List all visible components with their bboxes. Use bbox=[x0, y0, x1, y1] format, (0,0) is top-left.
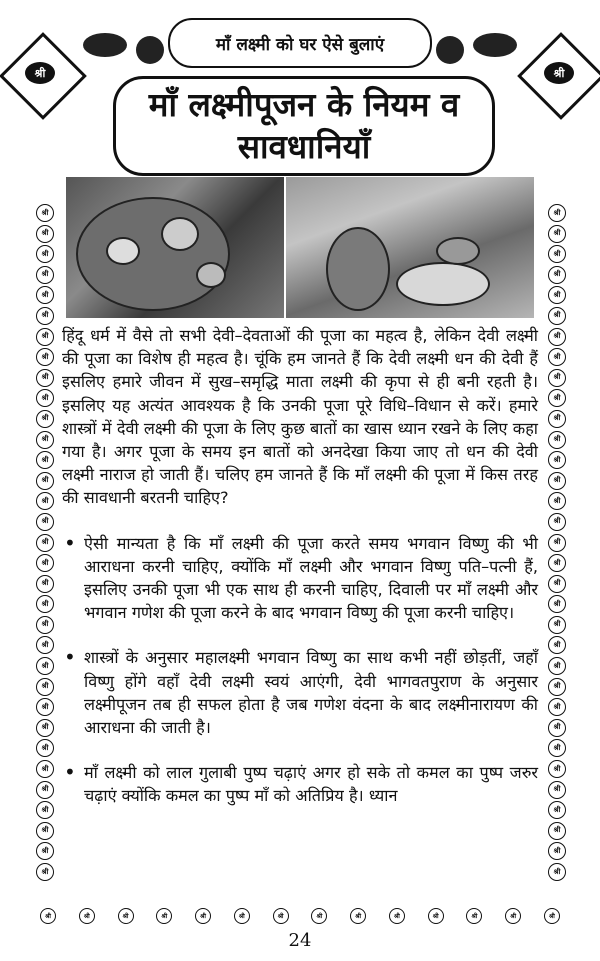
shri-medallion: श्री bbox=[36, 348, 54, 366]
shri-medallion: श्री bbox=[548, 781, 566, 799]
shri-medallion: श्री bbox=[505, 908, 521, 924]
bottom-border-ornament bbox=[40, 906, 560, 926]
shri-medallion: श्री bbox=[350, 908, 366, 924]
shri-medallion: श्री bbox=[36, 534, 54, 552]
page-title bbox=[113, 76, 495, 176]
shri-medallion: श्री bbox=[36, 431, 54, 449]
shri-medallion: श्री bbox=[36, 225, 54, 243]
shri-medallion: श्री bbox=[36, 554, 54, 572]
shri-medallion: श्री bbox=[79, 908, 95, 924]
shri-medallion: श्री bbox=[36, 739, 54, 757]
shri-medallion: श्री bbox=[548, 657, 566, 675]
bullet-text: माँ लक्ष्मी को लाल गुलाबी पुष्प चढ़ाएं अगर हो सके तो कमल का पुष्प जरुर चढ़ाएं क्योंकि कमल का पुष्प माँ को अतिप्रिय है। ध्यान bbox=[84, 763, 538, 806]
bullet-icon: • bbox=[64, 760, 76, 785]
shri-medallion: श्री bbox=[548, 369, 566, 387]
shri-medallion: श्री bbox=[156, 908, 172, 924]
shri-medallion: श्री bbox=[428, 908, 444, 924]
page-number: 24 bbox=[288, 930, 312, 951]
shri-medallion: श्री bbox=[36, 698, 54, 716]
shri-medallion: श्री bbox=[548, 575, 566, 593]
corner-badge-right: श्री bbox=[544, 62, 574, 84]
shri-medallion: श्री bbox=[548, 451, 566, 469]
shri-medallion: श्री bbox=[548, 245, 566, 263]
shri-medallion: श्री bbox=[548, 760, 566, 778]
list-item bbox=[62, 761, 538, 807]
shri-medallion: श्री bbox=[548, 225, 566, 243]
shri-medallion: श्री bbox=[548, 719, 566, 737]
shri-medallion: श्री bbox=[36, 781, 54, 799]
shri-medallion: श्री bbox=[548, 492, 566, 510]
shri-medallion: श्री bbox=[548, 266, 566, 284]
shri-medallion: श्री bbox=[548, 678, 566, 696]
shri-medallion: श्री bbox=[548, 286, 566, 304]
shri-medallion: श्री bbox=[466, 908, 482, 924]
bullet-icon: • bbox=[64, 530, 76, 555]
shri-medallion: श्री bbox=[36, 863, 54, 881]
shri-medallion: श्री bbox=[36, 616, 54, 634]
shri-medallion: श्री bbox=[36, 719, 54, 737]
corner-badge-left: श्री bbox=[25, 62, 55, 84]
shri-medallion: श्री bbox=[548, 472, 566, 490]
kalash-puja-photo bbox=[286, 177, 534, 318]
shri-medallion: श्री bbox=[548, 389, 566, 407]
header-banner-text: माँ लक्ष्मी को घर ऐसे बुलाएं bbox=[215, 34, 385, 55]
shri-medallion: श्री bbox=[273, 908, 289, 924]
left-border-ornament bbox=[34, 204, 56, 884]
shri-medallion: श्री bbox=[548, 739, 566, 757]
shri-medallion: श्री bbox=[36, 801, 54, 819]
shri-medallion: श्री bbox=[544, 908, 560, 924]
shri-medallion: श्री bbox=[36, 678, 54, 696]
list-item bbox=[62, 532, 538, 625]
shri-medallion: श्री bbox=[548, 698, 566, 716]
shri-medallion: श्री bbox=[548, 636, 566, 654]
bullet-text: ऐसी मान्यता है कि माँ लक्ष्मी की पूजा करते समय भगवान विष्णु की भी आराधना करनी चाहिए, क्योंकि माँ लक्ष्मी और भगवान विष्णु पति–पत्नी हैं, इसलिए उनकी पूजा भी एक साथ ही करनी चाहिए, दिवाली पर माँ लक्ष्मी और भगवान गणेश की पूजा करने के बाद भगवान विष्णु की पूजा करनी चाहिए। bbox=[84, 533, 538, 623]
shri-medallion: श्री bbox=[36, 204, 54, 222]
shri-medallion: श्री bbox=[36, 307, 54, 325]
shri-medallion: श्री bbox=[118, 908, 134, 924]
shri-medallion: श्री bbox=[548, 801, 566, 819]
shri-medallion: श्री bbox=[548, 328, 566, 346]
shri-medallion: श्री bbox=[548, 616, 566, 634]
shri-medallion: श्री bbox=[36, 451, 54, 469]
shri-medallion: श्री bbox=[36, 822, 54, 840]
shri-medallion: श्री bbox=[234, 908, 250, 924]
shri-medallion: श्री bbox=[36, 245, 54, 263]
shri-medallion: श्री bbox=[195, 908, 211, 924]
shri-medallion: श्री bbox=[36, 286, 54, 304]
shri-medallion: श्री bbox=[36, 636, 54, 654]
shri-medallion: श्री bbox=[548, 431, 566, 449]
bullet-icon: • bbox=[64, 645, 76, 670]
intro-paragraph: हिंदू धर्म में वैसे तो सभी देवी–देवताओं की पूजा का महत्व है, लेकिन देवी लक्ष्मी की पूजा का विशेष ही महत्व है। चूंकि हम जानते हैं कि देवी लक्ष्मी धन की देवी हैं इसलिए हमारे जीवन में सुख–समृद्धि माता लक्ष्मी की कृपा से ही बनी रहती है। इसलिए यह अत्यंत आवश्यक है कि उनकी पूजा पूरे विधि–विधान से करें। हमारे शास्त्रों में देवी लक्ष्मी की पूजा के लिए कुछ बातों का खास ध्यान रखने के लिए कहा गया है। अगर पूजा के समय इन बातों को अनदेखा किया जाए तो धन की देवी लक्ष्मी नाराज हो जाती हैं। चलिए हम जानते हैं कि माँ लक्ष्मी की पूजा में किस तरह की सावधानी बरतनी चाहिए? bbox=[62, 326, 538, 508]
shri-medallion: श्री bbox=[548, 307, 566, 325]
shri-medallion: श्री bbox=[311, 908, 327, 924]
shri-medallion: श्री bbox=[36, 842, 54, 860]
shri-medallion: श्री bbox=[548, 348, 566, 366]
shri-medallion: श्री bbox=[36, 266, 54, 284]
shri-medallion: श्री bbox=[548, 513, 566, 531]
article-body bbox=[62, 324, 538, 808]
right-border-ornament bbox=[546, 204, 568, 884]
bullet-text: शास्त्रों के अनुसार महालक्ष्मी भगवान विष्णु का साथ कभी नहीं छोड़तीं, जहाँ विष्णु होंगे वहाँ देवी लक्ष्मी स्वयं आएंगी, देवी भागवतपुराण के अनुसार लक्ष्मीपूजन तब ही सफल होता है जब गणेश वंदना के बाद लक्ष्मीनारायण की आराधना की जाती है। bbox=[84, 648, 538, 738]
shri-medallion: श्री bbox=[36, 760, 54, 778]
shri-medallion: श्री bbox=[36, 657, 54, 675]
shri-medallion: श्री bbox=[36, 472, 54, 490]
shri-medallion: श्री bbox=[548, 410, 566, 428]
shri-medallion: श्री bbox=[36, 410, 54, 428]
shri-medallion: श्री bbox=[548, 595, 566, 613]
shri-medallion: श्री bbox=[36, 389, 54, 407]
shri-medallion: श्री bbox=[389, 908, 405, 924]
shri-medallion: श्री bbox=[40, 908, 56, 924]
shri-medallion: श्री bbox=[548, 863, 566, 881]
shri-medallion: श्री bbox=[548, 204, 566, 222]
shri-medallion: श्री bbox=[36, 595, 54, 613]
shri-medallion: श्री bbox=[36, 492, 54, 510]
page-title-line-1: माँ लक्ष्मीपूजन के नियम व bbox=[148, 85, 460, 124]
list-item bbox=[62, 646, 538, 739]
page-title-line-2: सावधानियाँ bbox=[237, 127, 371, 166]
puja-thali-photo bbox=[66, 177, 284, 318]
shri-medallion: श्री bbox=[548, 822, 566, 840]
header-banner bbox=[168, 18, 432, 68]
shri-medallion: श्री bbox=[36, 369, 54, 387]
shri-medallion: श्री bbox=[36, 513, 54, 531]
shri-medallion: श्री bbox=[36, 328, 54, 346]
shri-medallion: श्री bbox=[36, 575, 54, 593]
shri-medallion: श्री bbox=[548, 842, 566, 860]
shri-medallion: श्री bbox=[548, 534, 566, 552]
shri-medallion: श्री bbox=[548, 554, 566, 572]
